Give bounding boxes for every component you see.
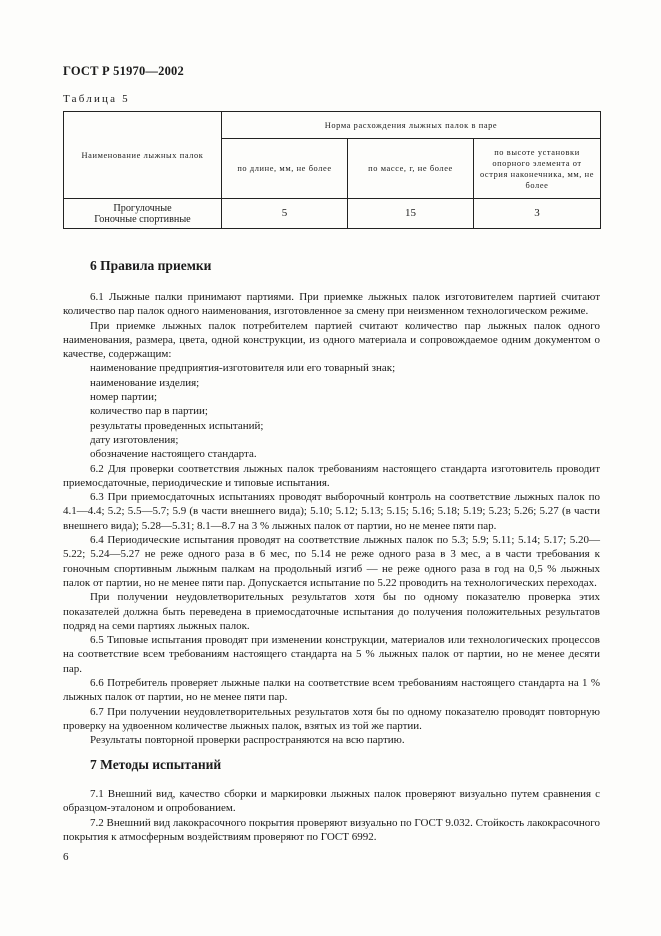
list-item: дату изготовления; (90, 433, 179, 446)
table-cell-height: 3 (474, 199, 601, 229)
section-6-body (63, 290, 600, 748)
paragraph-7-2: 7.2 Внешний вид лакокрасочного покрытия проверяют визуально по ГОСТ 9.032. Стойкость лакокрасочного покрытия к атмосферным воздействиям проверяют по ГОСТ 6992. (63, 816, 600, 843)
table-row-label: Гоночные спортивные (94, 213, 191, 225)
paragraph-6-3: 6.3 При приемосдаточных испытаниях проводят выборочный контроль на соответствие лыжных палок по 4.1—4.4; 5.2; 5.5—5.7; 5.9 (в части внешнего вида); 5.10; 5.12; 5.13; 5.15; 5.16; 5.18; 5.19; 5.23; 5.26; 5.27 (в части внешнего вида); 5.28—5.31; 8.1—8.7 на 3 % лыжных палок от партии, но не менее пяти пар. (63, 491, 600, 532)
table-subheader-length: по длине, мм, не более (222, 139, 348, 199)
table-header-name: Наименование лыжных палок (64, 112, 222, 199)
paragraph-6-5: 6.5 Типовые испытания проводят при изменении конструкции, материалов или технологических процессов на соответствие всем требованиям настоящего стандарта на 5 % лыжных палок от партии, но не менее десяти пар. (63, 634, 600, 675)
table-caption: Таблица 5 (63, 93, 130, 105)
list-item: наименование предприятия-изготовителя или его товарный знак; (90, 362, 396, 375)
paragraph-6-7-result: Результаты повторной проверки распространяются на всю партию. (90, 734, 405, 747)
table-cell-length: 5 (222, 199, 348, 229)
table-row-labels (64, 199, 222, 229)
table-header-norm: Норма расхождения лыжных палок в паре (222, 112, 601, 139)
list-item: наименование изделия; (90, 376, 200, 389)
paragraph-6-1-consumer: При приемке лыжных палок потребителем партией считают количество пар лыжных палок одного наименования, размера, цвета, одной конструкции, из одного материала и сопровождаемое одним документом о качестве, содержащим: (63, 319, 600, 361)
section-7-heading: 7 Методы испытаний (90, 757, 222, 772)
list-item: номер партии; (90, 391, 158, 404)
list-item: количество пар в партии; (90, 405, 208, 418)
document-header: ГОСТ Р 51970—2002 (63, 64, 184, 78)
table-cell-mass: 15 (348, 199, 474, 229)
paragraph-7-1: 7.1 Внешний вид, качество сборки и маркировки лыжных палок проверяют визуально путем сравнения с образцом-эталоном и опробованием. (63, 788, 600, 815)
paragraph-6-4: 6.4 Периодические испытания проводят на соответствие лыжных палок по 5.3; 5.9; 5.11; 5.14; 5.17; 5.20—5.22; 5.24—5.27 не реже одного раза в 6 мес, по 5.14 не реже одного раза в 3 мес, а в части требования к гоночным спортивным лыжным палкам на продольный изгиб — не реже одного раза в год на 0,5 % лыжных палок от партии, но не менее пяти пар. Допускается испытание по 5.22 проводить на технологических переходах. (63, 534, 600, 589)
list-item: обозначение настоящего стандарта. (90, 448, 257, 461)
paragraph-6-4-failure: При получении неудовлетворительных результатов хотя бы по одному показателю проверка этих показателей должна быть переведена в приемосдаточные испытания до получения положительных результатов подряд на семи партиях лыжных палок. (63, 591, 600, 632)
paragraph-6-1: 6.1 Лыжные палки принимают партиями. При приемке лыжных палок изготовителем партией считают количество пар палок одного наименования, изготовленное за смену при неизменном технологическом режиме. (63, 291, 600, 318)
paragraph-6-6: 6.6 Потребитель проверяет лыжные палки на соответствие всем требованиям настоящего стандарта на 1 % лыжных палок от партии, но не менее пяти пар. (63, 677, 600, 704)
table-row-label: Прогулочные (113, 202, 172, 214)
page-number: 6 (63, 851, 69, 863)
table-5 (63, 111, 601, 229)
list-item: результаты проведенных испытаний; (90, 419, 264, 432)
section-7-body (63, 787, 600, 844)
section-6-heading: 6 Правила приемки (90, 258, 212, 273)
paragraph-6-2: 6.2 Для проверки соответствия лыжных палок требованиям настоящего стандарта изготовитель проводит приемосдаточные, периодические и типовые испытания. (63, 462, 600, 489)
table-subheader-mass: по массе, г, не более (348, 139, 474, 199)
table-subheader-height: по высоте установки опорного элемента от острия наконечника, мм, не более (474, 139, 601, 199)
paragraph-6-7: 6.7 При получении неудовлетворительных результатов хотя бы по одному показателю проводят повторную проверку на удвоенном количестве лыжных палок, взятых из той же партии. (63, 705, 600, 732)
